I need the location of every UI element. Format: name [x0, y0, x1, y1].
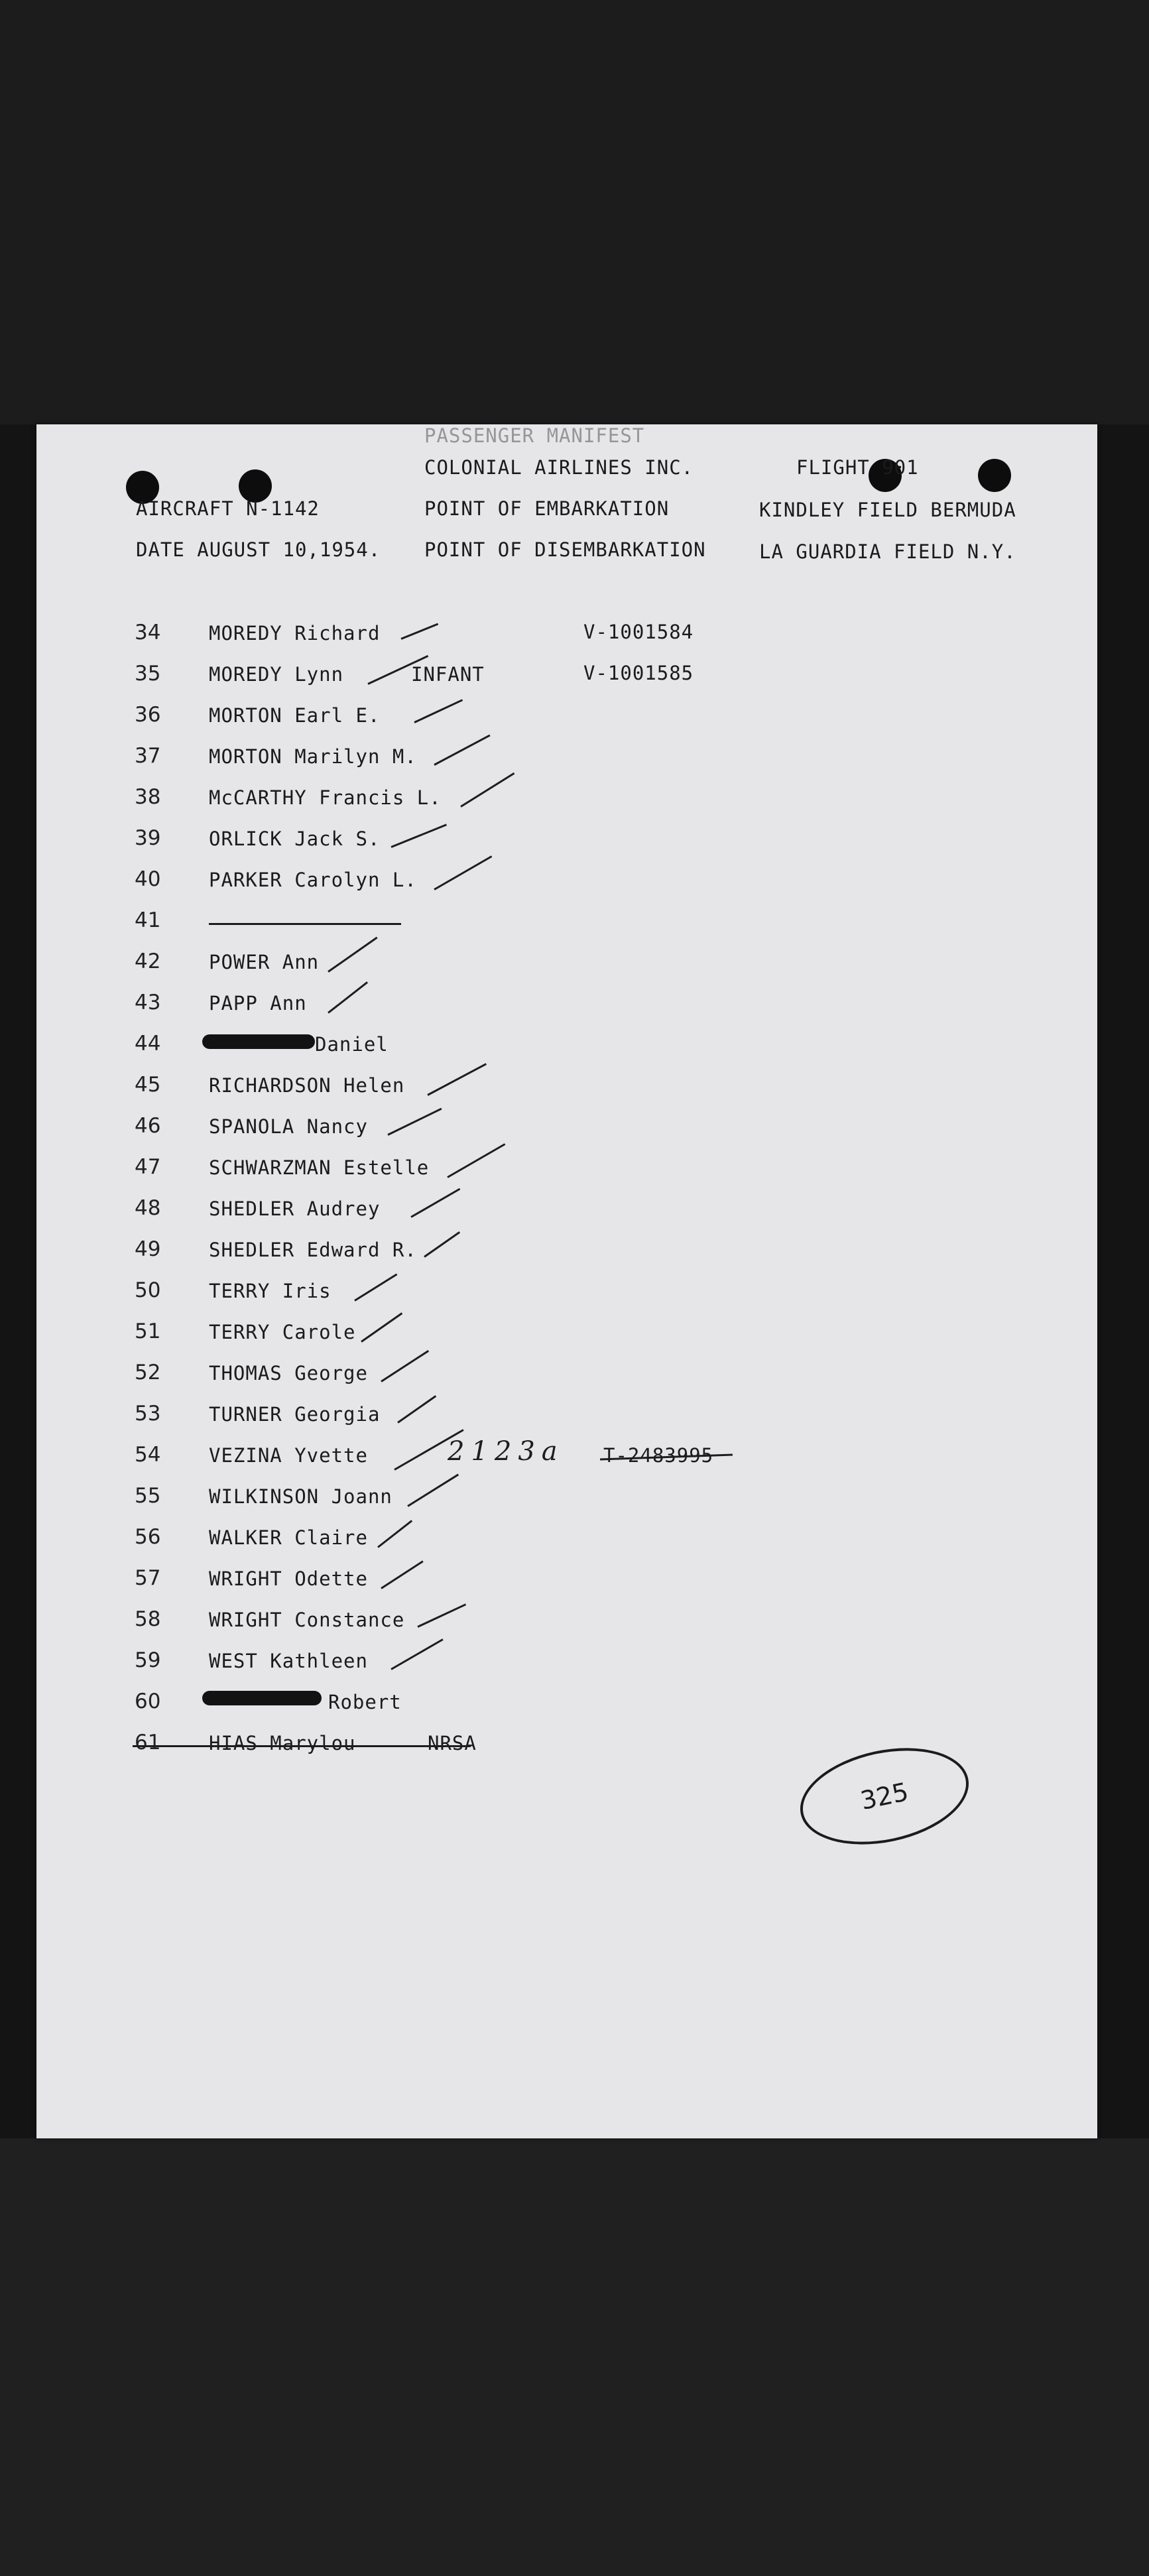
visa-number: V-1001585 [583, 662, 694, 684]
row-number: 60 [135, 1689, 161, 1713]
row-number: 50 [135, 1278, 161, 1302]
row-number: 52 [135, 1361, 161, 1384]
passenger-name: Robert [328, 1691, 402, 1713]
row-number: 40 [135, 867, 161, 891]
embarkation-label: POINT OF EMBARKATION [424, 497, 670, 520]
passenger-name: TERRY Carole [209, 1321, 356, 1343]
check-mark [424, 1231, 460, 1258]
row-number: 36 [135, 703, 161, 727]
visa-number: V-1001584 [583, 621, 694, 643]
check-mark [361, 1312, 402, 1342]
check-mark [354, 1273, 397, 1301]
passenger-name: PARKER Carolyn L. [209, 869, 417, 891]
film-border-bottom [0, 2138, 1149, 2576]
check-mark [397, 1395, 436, 1424]
row-number: 41 [135, 908, 161, 932]
check-mark [328, 937, 377, 973]
check-mark [381, 1350, 429, 1382]
passenger-name: SHEDLER Edward R. [209, 1239, 417, 1261]
handwritten-annotation: 2123a [448, 1436, 564, 1467]
passenger-name: PAPP Ann [209, 992, 307, 1014]
check-mark [434, 735, 490, 766]
row-number: 43 [135, 991, 161, 1014]
passenger-name: MOREDY Lynn [209, 663, 344, 686]
passenger-name: McCARTHY Francis L. [209, 786, 442, 809]
passenger-name: WEST Kathleen [209, 1650, 368, 1672]
passenger-note: NRSA [428, 1732, 477, 1754]
row-number: 34 [135, 621, 161, 644]
check-mark [391, 824, 447, 847]
passenger-name: WALKER Claire [209, 1526, 368, 1549]
passenger-name: MORTON Earl E. [209, 704, 381, 727]
check-mark [460, 772, 514, 808]
blank-entry-line [209, 923, 401, 925]
check-mark [328, 981, 368, 1014]
manifest-title: PASSENGER MANIFEST [424, 424, 645, 447]
row-number: 45 [135, 1073, 161, 1097]
check-mark [410, 1188, 460, 1218]
passenger-name: Daniel [315, 1033, 389, 1056]
passenger-name: WRIGHT Constance [209, 1609, 405, 1631]
check-mark [427, 1063, 487, 1096]
stamp-number: 325 [857, 1776, 912, 1816]
row-number: 51 [135, 1319, 161, 1343]
row-number: 49 [135, 1237, 161, 1261]
film-border-top [0, 0, 1149, 424]
passenger-name: POWER Ann [209, 951, 320, 973]
struck-visa-number: T-2483995 [603, 1444, 714, 1467]
row-number: 44 [135, 1032, 161, 1056]
row-number: 61 [135, 1731, 161, 1754]
redaction-mark [202, 1034, 315, 1049]
check-mark [381, 1560, 424, 1589]
passenger-name: TURNER Georgia [209, 1403, 381, 1426]
row-number: 37 [135, 744, 161, 768]
check-mark [417, 1603, 466, 1628]
passenger-name: TERRY Iris [209, 1280, 332, 1302]
disembarkation-label: POINT OF DISEMBARKATION [424, 538, 706, 561]
airline-name: COLONIAL AIRLINES INC. [424, 456, 694, 479]
row-number: 57 [135, 1566, 161, 1590]
check-mark [377, 1520, 412, 1548]
passenger-name: RICHARDSON Helen [209, 1074, 405, 1097]
passenger-name: WRIGHT Odette [209, 1567, 368, 1590]
disembarkation-value: LA GUARDIA FIELD N.Y. [759, 540, 1016, 563]
check-mark [387, 1108, 442, 1136]
row-number: 35 [135, 662, 161, 686]
passenger-name: THOMAS George [209, 1362, 368, 1384]
passenger-name: SCHWARZMAN Estelle [209, 1156, 430, 1179]
check-mark [391, 1638, 443, 1670]
check-mark [414, 699, 463, 723]
check-mark [407, 1474, 459, 1507]
row-number: 53 [135, 1402, 161, 1426]
passenger-name: SHEDLER Audrey [209, 1197, 381, 1220]
row-number: 55 [135, 1484, 161, 1508]
flight-number: FLIGHT 901 [796, 456, 919, 479]
passenger-name: MORTON Marilyn M. [209, 745, 417, 768]
page-number-stamp [791, 1734, 977, 1859]
row-number: 58 [135, 1607, 161, 1631]
check-mark [400, 623, 438, 640]
row-number: 46 [135, 1114, 161, 1138]
embarkation-value: KINDLEY FIELD BERMUDA [759, 499, 1016, 521]
redaction-mark [202, 1691, 322, 1705]
manifest-date: DATE AUGUST 10,1954. [136, 538, 381, 561]
passenger-name: MOREDY Richard [209, 622, 381, 644]
row-number: 47 [135, 1155, 161, 1179]
check-mark [434, 855, 492, 890]
row-number: 56 [135, 1525, 161, 1549]
passenger-name: SPANOLA Nancy [209, 1115, 368, 1138]
manifest-page [36, 424, 1097, 2138]
row-number: 38 [135, 785, 161, 809]
row-number: 42 [135, 950, 161, 973]
passenger-name: VEZINA Yvette [209, 1444, 368, 1467]
punch-hole-4 [978, 459, 1011, 492]
check-mark [447, 1143, 505, 1178]
passenger-name: HIAS Marylou [209, 1732, 356, 1754]
passenger-name: ORLICK Jack S. [209, 828, 381, 850]
strike-through-line [133, 1745, 471, 1747]
passenger-name: WILKINSON Joann [209, 1485, 393, 1508]
passenger-note: INFANT [411, 663, 485, 686]
row-number: 39 [135, 826, 161, 850]
aircraft-number: AIRCRAFT N-1142 [136, 497, 320, 520]
row-number: 59 [135, 1648, 161, 1672]
row-number: 54 [135, 1443, 161, 1467]
row-number: 48 [135, 1196, 161, 1220]
